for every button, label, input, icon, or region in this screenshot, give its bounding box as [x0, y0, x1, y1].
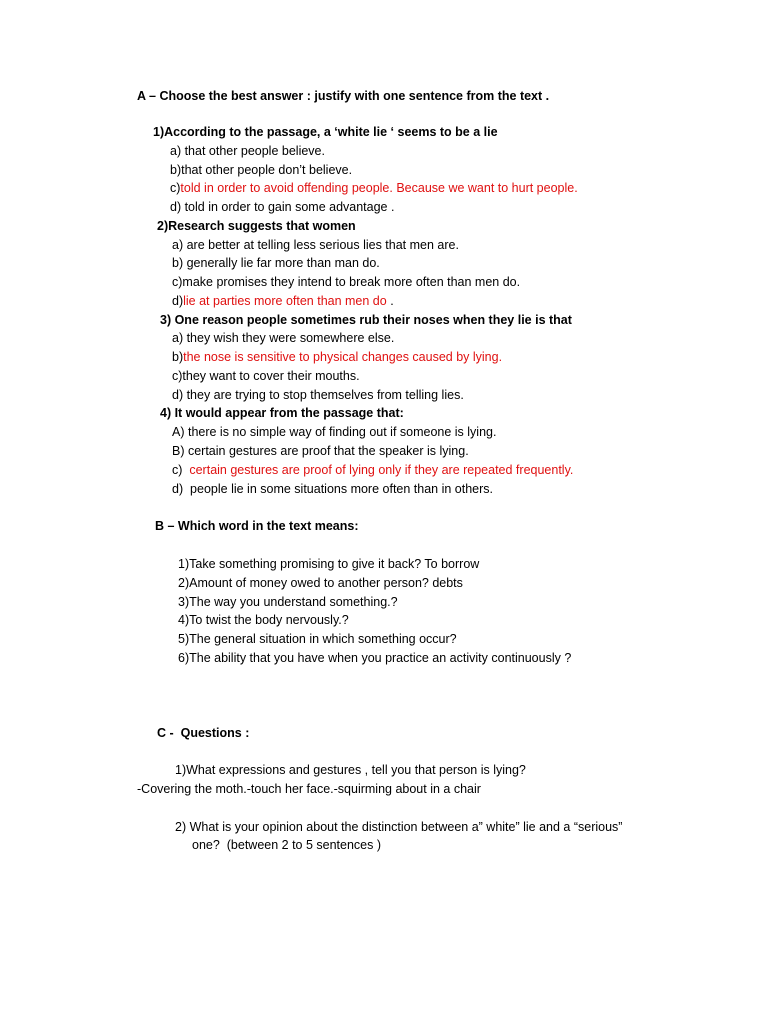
section-b-heading: B – Which word in the text means: — [155, 519, 359, 533]
q1-option-a: a) that other people believe. — [170, 144, 325, 158]
q2-option-b: b) generally lie far more than man do. — [172, 256, 380, 270]
q2-answer-suffix: . — [386, 294, 394, 308]
q1-option-b: b)that other people don’t believe. — [170, 163, 353, 177]
q3-answer-text: the nose is sensitive to physical changes caused by lying. — [183, 350, 503, 364]
q3-option-b — [172, 349, 502, 365]
question-4-stem: 4) It would appear from the passage that: — [160, 406, 404, 420]
c-question-2-line-1: 2) What is your opinion about the distinction between a” white” lie and a “serious” — [175, 820, 623, 834]
section-c-heading: C - Questions : — [157, 726, 250, 740]
question-1-stem: 1)According to the passage, a ‘white lie ‘ seems to be a lie — [153, 125, 498, 139]
q4-option-a: A) there is no simple way of finding out if someone is lying. — [172, 425, 497, 439]
question-3-stem: 3) One reason people sometimes rub their noses when they lie is that — [160, 313, 572, 327]
q4-answer-text: certain gestures are proof of lying only if they are repeated frequently. — [189, 463, 574, 477]
q2-answer-text: lie at parties more often than men do — [183, 294, 387, 308]
c-answer-1: -Covering the moth.-touch her face.-squirming about in a chair — [137, 782, 481, 796]
q4-option-b: B) certain gestures are proof that the speaker is lying. — [172, 444, 469, 458]
q2-option-d-letter: d) — [172, 294, 184, 308]
section-a-heading: A – Choose the best answer : justify with one sentence from the text . — [137, 89, 550, 103]
q3-option-c: c)they want to cover their mouths. — [172, 369, 360, 383]
b-item-4: 4)To twist the body nervously.? — [178, 613, 349, 627]
b-item-5: 5)The general situation in which something occur? — [178, 632, 457, 646]
q3-option-a: a) they wish they were somewhere else. — [172, 331, 395, 345]
q2-option-c: c)make promises they intend to break more often than men do. — [172, 275, 521, 289]
q2-option-d — [172, 293, 394, 309]
q3-option-d: d) they are trying to stop themselves from telling lies. — [172, 388, 464, 402]
q3-option-b-letter: b) — [172, 350, 184, 364]
q1-option-c — [170, 180, 578, 196]
b-item-3: 3)The way you understand something.? — [178, 595, 398, 609]
b-item-6: 6)The ability that you have when you practice an activity continuously ? — [178, 651, 572, 665]
c-question-2-line-2: one? (between 2 to 5 sentences ) — [192, 838, 382, 852]
c-question-1: 1)What expressions and gestures , tell you that person is lying? — [175, 763, 526, 777]
q4-option-d: d) people lie in some situations more often than in others. — [172, 482, 494, 496]
q2-option-a: a) are better at telling less serious lies that men are. — [172, 238, 459, 252]
q4-option-c-letter: c) — [172, 463, 190, 477]
question-2-stem: 2)Research suggests that women — [157, 219, 356, 233]
b-item-1: 1)Take something promising to give it back? To borrow — [178, 557, 480, 571]
q1-option-c-letter: c) — [170, 181, 181, 195]
q1-answer-text: told in order to avoid offending people. Because we want to hurt people. — [180, 181, 578, 195]
q4-option-c — [172, 462, 573, 478]
b-item-2: 2)Amount of money owed to another person? debts — [178, 576, 463, 590]
q1-option-d: d) told in order to gain some advantage . — [170, 200, 395, 214]
